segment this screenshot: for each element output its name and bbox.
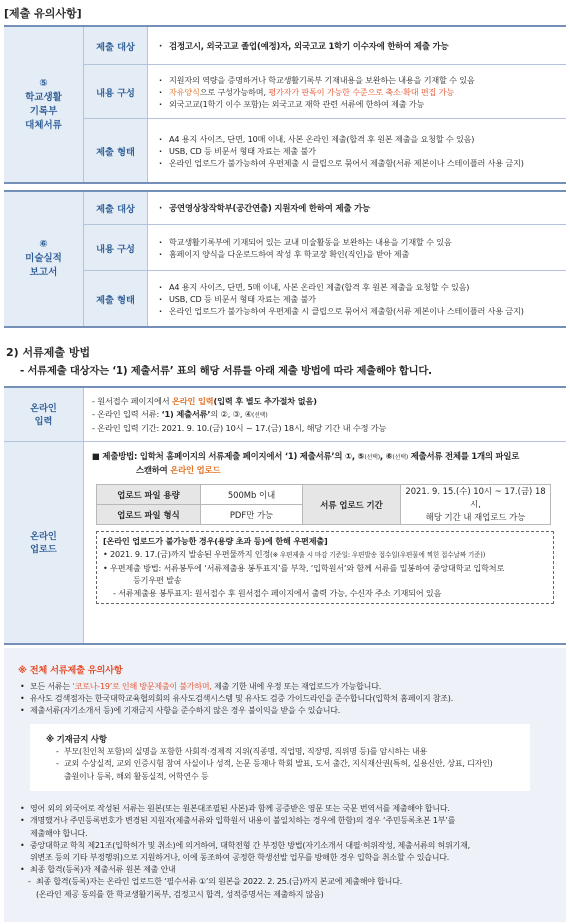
- row-format: [84, 119, 566, 182]
- text: ‘1) 제출서류’: [161, 408, 211, 419]
- notice-item: • 제출서류(자기소개서 등)에 기재금지 사항을 준수하지 않은 경우 불이익을 받을 수 있습니다.: [18, 705, 554, 717]
- notice-item-cont: 위변조 등의 기타 부정행위)으로 지원하거나, 이에 동조하여 공정한 학생선발 업무를 방해한 경우 입학을 취소할 수 있습니다.: [30, 852, 450, 862]
- text: (※ 우편제출 시 마감 기준일: 우편발송 접수일(우편물에 찍힌 접수날짜 기준)): [270, 551, 486, 559]
- notice-item: • 최종 합격(등록)자 제출서류 원본 제출 안내: [18, 864, 554, 876]
- text: 스캔하여: [136, 465, 171, 475]
- submission-method-table: [4, 386, 566, 645]
- text: 의 ②, ③, ④: [210, 408, 252, 419]
- notice-item: • 영어 외의 외국어로 작성된 서류는 원본(또는 원본대조필된 사본)과 함께 공증받은 영문 또는 국문 번역서를 제출해야 합니다.: [18, 803, 554, 815]
- notice-item: [18, 681, 554, 693]
- prohibited-item: - 교외 수상실적, 교외 인증시험 참여 사실이나 성적, 논문 등재나 학회 발표, 도서 출간, 지식재산권(특허, 실용신안, 상표, 디자인): [56, 758, 520, 771]
- table-cell: [401, 485, 551, 525]
- section2-subtitle: - 서류제출 대상자는 ‘1) 제출서류’ 표의 해당 서류를 아래 제출 방법에 따라 제출해야 합니다.: [20, 365, 432, 377]
- label-line: 온라인: [30, 530, 57, 542]
- table-header: 업로드 파일 용량: [97, 485, 201, 505]
- notice-subitem-cont: (온라인 제공 동의를 한 학교생활기록부, 검정고시 합격, 성적증명서는 제출하지 않음): [36, 889, 324, 899]
- requirement-block-6: [4, 190, 566, 328]
- item-number: ⑥: [39, 239, 48, 250]
- row-title: 내용 구성: [84, 65, 148, 118]
- label-line: 기록부: [29, 105, 58, 117]
- prohibited-item: 출원이나 등록, 해외 활동실적, 어학연수 등: [64, 771, 209, 781]
- requirement-label-6: [4, 192, 84, 326]
- text: 으로 구성가능하며,: [199, 86, 269, 97]
- section-title: [제출 유의사항]: [4, 7, 82, 20]
- mail-title: [온라인 업로드가 불가능한 경우(용량 초과 등)에 한해 우편제출]: [103, 536, 328, 546]
- table-cell: 500Mb 이내: [201, 485, 303, 505]
- bullet-item: · USB, CD 등 비문서 형태 자료는 제출 불가: [158, 293, 560, 305]
- input-line: [92, 395, 558, 408]
- row-content: [84, 225, 566, 271]
- text: - 원서접수 페이지에서: [92, 396, 172, 406]
- notice-title: ※ 전체 서류제출 유의사항: [18, 665, 123, 676]
- prohibited-item: - 부모(친인척 포함)의 실명을 포함한 사회적·경제적 지위(직종명, 직업명, 직장명, 직위명 등)를 암시하는 내용: [56, 746, 520, 759]
- label-line: 미술실적: [25, 253, 62, 264]
- notice-subitem: - 최종 합격(등록)자는 온라인 업로드한 ‘필수서류 ①’의 원본을 2022. 2. 25.(금)까지 본교에 제출해야 합니다.: [18, 876, 554, 888]
- label-line: 업로드: [30, 543, 57, 555]
- notice-box: [4, 648, 566, 922]
- bullet-item: [158, 86, 560, 98]
- label-line: 보고서: [29, 267, 58, 278]
- upload-method-cont: [92, 464, 558, 477]
- text: (선택): [364, 454, 380, 461]
- bullet-item: · 학교생활기록부에 기재되어 있는 교내 미술활동을 보완하는 내용을 기재할 수 있음: [158, 236, 560, 248]
- bullet-item: · 온라인 업로드가 불가능하여 우편제출 시 클립으로 묶어서 제출함(서류 제본이나 스테이플러 사용 금지): [158, 157, 560, 169]
- row-target: [84, 27, 566, 65]
- text: 제출 기한 내에 우정 또는 재업로드가 가능합니다.: [211, 682, 382, 691]
- notice-item-cont: 제출해야 합니다.: [30, 828, 88, 838]
- label-line: 입력: [34, 415, 53, 427]
- text: 2021. 9. 15.(수) 10시 ~ 17.(금) 18시,: [405, 486, 546, 509]
- notice-item: • 유사도 검색점자는 한국대학교육협의회의 유사도검색시스템 및 유사도 검증 가이드라인을 준수합니다(입학처 홈페이지 참조).: [18, 693, 554, 705]
- mail-line: [103, 548, 547, 562]
- highlight-text: 평가자가 판독이 가능한 수준으로 축소·확대 편집 가능: [268, 86, 454, 97]
- online-upload-label: [4, 442, 84, 643]
- text: , ⑥: [379, 451, 393, 461]
- requirement-label-5: [4, 27, 84, 182]
- bullet-item: · USB, CD 등 비문서 형태 자료는 제출 불가: [158, 145, 560, 157]
- highlight-text: 온라인 업로드: [170, 465, 221, 475]
- online-input-row: [4, 388, 566, 442]
- row-content: [84, 65, 566, 119]
- table-header: 서류 업로드 기간: [303, 485, 401, 525]
- upload-method: [92, 450, 558, 477]
- label-line: 학교생활: [25, 91, 62, 103]
- bullet-item: · A4 용지 사이즈, 단면, 10매 이내, 사본 온라인 제출(합격 후 원본 제출을 요청할 수 있음): [158, 133, 560, 145]
- text: - 온라인 입력 서류:: [92, 408, 162, 419]
- highlight-text: ‘코로나-19’로 인해 방문제출이 불가하며,: [72, 682, 212, 691]
- text: ■ 제출방법: 입학처 홈페이지의 서류제출 페이지에서 ‘1) 제출서류’의 ①, ⑤: [92, 451, 365, 461]
- mail-line: 등기우편 발송: [133, 575, 182, 585]
- bullet-item: · 온라인 업로드가 불가능하여 우편제출 시 클립으로 묶어서 제출함(서류 제본이나 스테이플러 사용 금지): [158, 305, 560, 317]
- bullet-item: · 지원자의 역량을 증명하거나 학교생활기록부 기재내용을 보완하는 내용을 기재할 수 있음: [158, 74, 560, 86]
- row-format: [84, 271, 566, 326]
- online-input-label: [4, 388, 84, 441]
- requirement-block-5: [4, 25, 566, 184]
- bullet-item: · A4 용지 사이즈, 단면, 5매 이내, 사본 온라인 제출(합격 후 원본 제출을 요청할 수 있음): [158, 281, 560, 293]
- text: 제출서류 전체를 1개의 파일로: [408, 451, 520, 461]
- row-title: 제출 대상: [84, 192, 148, 224]
- section2-title: 2) 서류제출 방법: [6, 346, 91, 359]
- highlight-text: 온라인 입력: [172, 396, 214, 406]
- bullet-item: · 외국고교(1학기 이수 포함)는 외국고교 재학 관련 서류에 한하여 제출 가능: [158, 98, 560, 110]
- row-title: 제출 대상: [84, 27, 148, 64]
- input-line: - 온라인 입력 기간: 2021. 9. 10.(금) 10시 ~ 17.(금) 18시, 해당 기간 내 수정 가능: [92, 423, 387, 433]
- label-line: 대체서류: [25, 119, 62, 131]
- row-target: [84, 192, 566, 225]
- row-title: 제출 형태: [84, 119, 148, 182]
- row-title: 내용 구성: [84, 225, 148, 270]
- table-cell: PDF만 가능: [201, 505, 303, 525]
- table-header: 업로드 파일 형식: [97, 505, 201, 525]
- text: • 2021. 9. 17.(금)까지 발송된 우편물까지 인정: [103, 549, 271, 559]
- item-number: ⑤: [39, 77, 48, 89]
- highlight-text: 자유양식: [169, 86, 200, 97]
- prohibited-title: ※ 기재금지 사항: [46, 733, 107, 744]
- label-line: 온라인: [30, 402, 57, 414]
- text: (선택): [392, 454, 408, 461]
- mail-submission-box: [96, 531, 554, 604]
- row-title: 제출 형태: [84, 271, 148, 326]
- upload-spec-table: [96, 484, 551, 525]
- notice-item: • 개명했거나 주민등록번호가 변경된 지원자(제출서류와 입학원서 내용이 불일치하는 경우에 한함)의 경우 ‘주민등록초본 1부’를: [18, 815, 554, 827]
- mail-line: • 우편제출 방법: 서류봉투에 ‘서류제출용 봉투표지’를 부착, ‘입학원서’와 함께 서류를 밀봉하여 중앙대학교 입학처로: [103, 562, 505, 573]
- notice-item: • 중앙대학교 학칙 제21조(입학허가 및 취소)에 의거하여, 대학전형 간 부정한 방법(자기소개서 대필·허위작성, 제출서류의 허위기재,: [18, 840, 554, 852]
- prohibited-items-box: [30, 724, 530, 792]
- text: (입력 후 별도 추가절차 없음): [213, 396, 317, 406]
- input-line: [92, 408, 558, 423]
- mail-line: - 서류제출용 봉투표지: 원서접수 후 원서접수 페이지에서 출력 가능, 수신자 주소 기재되어 있음: [113, 587, 442, 598]
- bullet-item: · 홈페이지 양식을 다운로드하여 작성 후 학교장 확인(직인)을 받아 제출: [158, 248, 560, 260]
- text: 모든 서류는: [30, 682, 73, 691]
- text: 해당 기간 내 재업로드 가능: [425, 512, 526, 522]
- bullet-item: · 검정고시, 외국고교 졸업(예정)자, 외국고교 1학기 이수자에 한하여 제출 가능: [158, 40, 560, 52]
- text: (선택): [251, 411, 268, 419]
- bullet-item: · 공연영상창작학부(공간연출) 지원자에 한하여 제출 가능: [158, 202, 560, 214]
- online-upload-row: [4, 442, 566, 643]
